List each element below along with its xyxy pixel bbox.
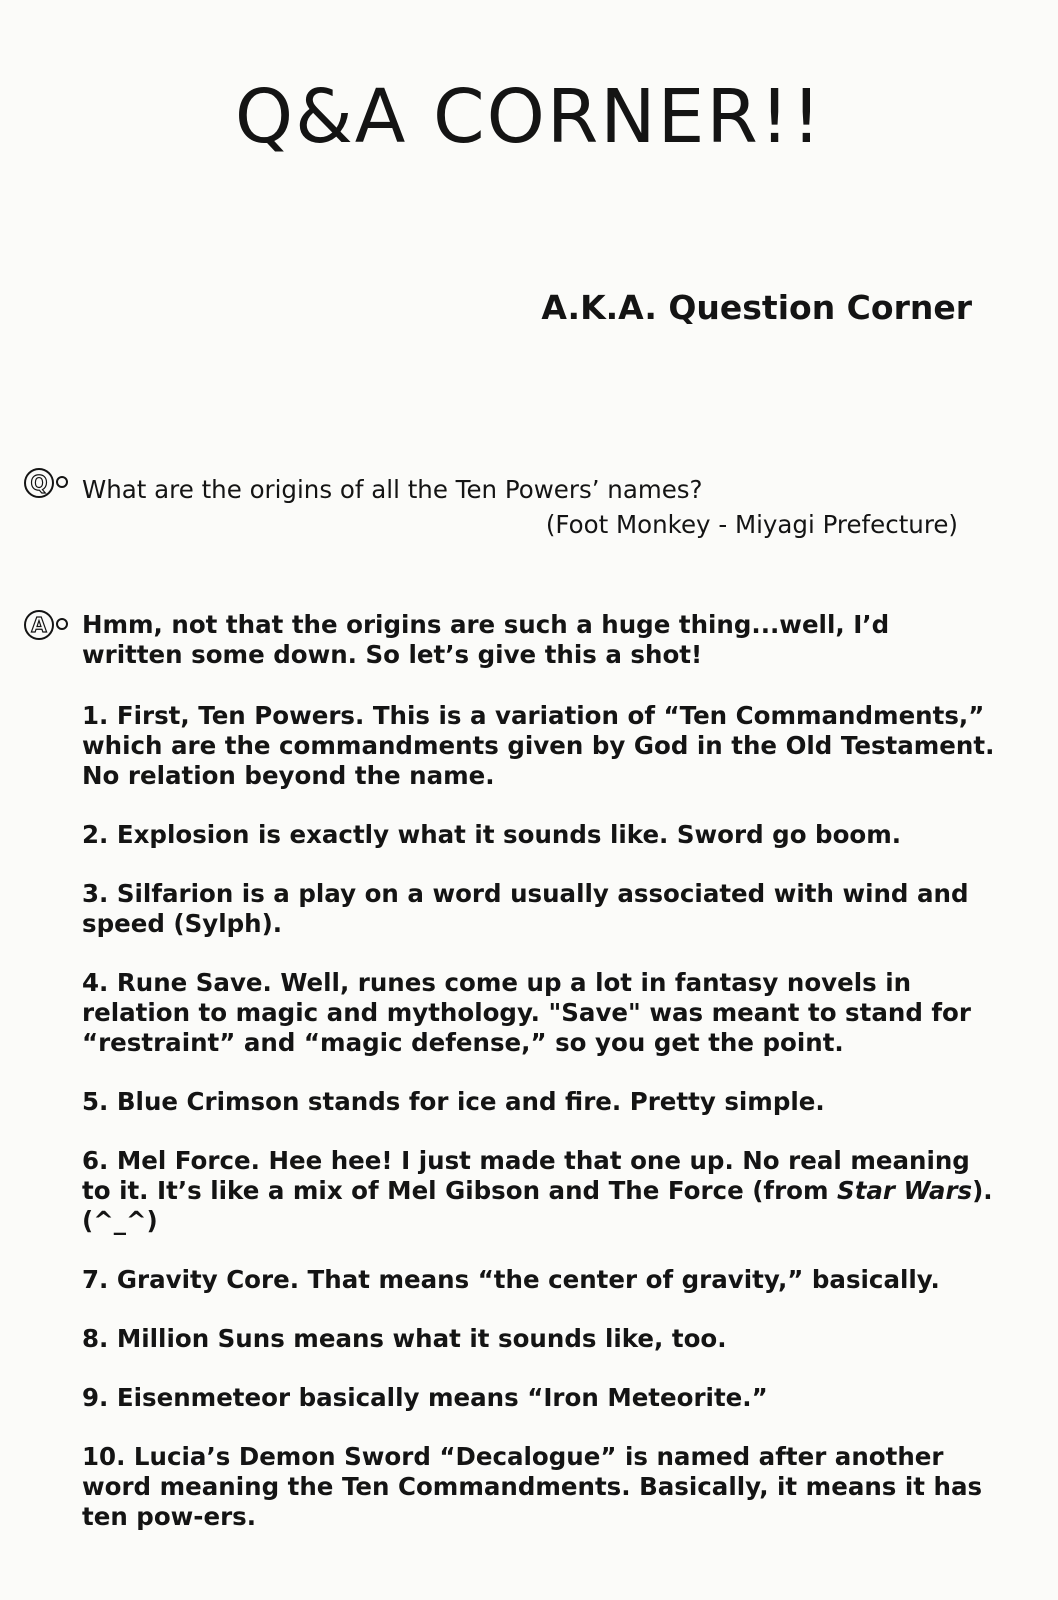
answer-item-1: 1. First, Ten Powers. This is a variation of “Ten Commandments,” which are the commandments given by God in the Old Testament. No relation beyond the name. — [82, 701, 995, 790]
page-title: Q&A CORNER!! — [234, 74, 824, 160]
answer-marker-dot — [56, 618, 68, 630]
question-text: What are the origins of all the Ten Powers’ names? — [82, 475, 703, 504]
question-credit: (Foot Monkey - Miyagi Prefecture) — [545, 510, 958, 539]
answer-item-7: 7. Gravity Core. That means “the center of gravity,” basically. — [82, 1265, 940, 1294]
answer-item-2: 2. Explosion is exactly what it sounds like. Sword go boom. — [82, 820, 902, 849]
answer-item-8: 8. Million Suns means what it sounds like, too. — [82, 1324, 727, 1353]
question-marker-icon — [24, 468, 68, 498]
answer-item-6-title: Star Wars — [837, 1176, 973, 1205]
answer-item-5: 5. Blue Crimson stands for ice and fire. Pretty simple. — [82, 1087, 825, 1116]
answer-item-9: 9. Eisenmeteor basically means “Iron Meteorite.” — [82, 1383, 768, 1412]
answer-item-6 — [82, 1146, 997, 1236]
answer-intro: Hmm, not that the origins are such a huge thing...well, I’d written some down. So let’s give this a shot! — [82, 610, 890, 669]
question-marker-dot — [56, 476, 68, 488]
answer-item-6-end: ). (^_^) — [82, 1176, 993, 1235]
page-subtitle: A.K.A. Question Corner — [541, 288, 972, 327]
answer-block — [82, 610, 997, 1561]
answer-marker-icon — [24, 610, 68, 640]
answer-item-4: 4. Rune Save. Well, runes come up a lot in fantasy novels in relation to magic and mythology. "Save" was meant to stand for “restraint” and “magic defense,” so you get the point. — [82, 968, 971, 1057]
answer-item-10: 10. Lucia’s Demon Sword “Decalogue” is named after another word meaning the Ten Commandments. Basically, it means it has ten pow-ers. — [82, 1442, 983, 1531]
answer-item-3: 3. Silfarion is a play on a word usually associated with wind and speed (Sylph). — [82, 879, 969, 938]
answer-item-6-text: 6. Mel Force. Hee hee! I just made that one up. No real meaning to it. It’s like a mix of Mel Gibson and The Force (from — [82, 1146, 970, 1205]
question-marker-letter: Q — [24, 468, 54, 498]
answer-marker-letter: A — [24, 610, 54, 640]
